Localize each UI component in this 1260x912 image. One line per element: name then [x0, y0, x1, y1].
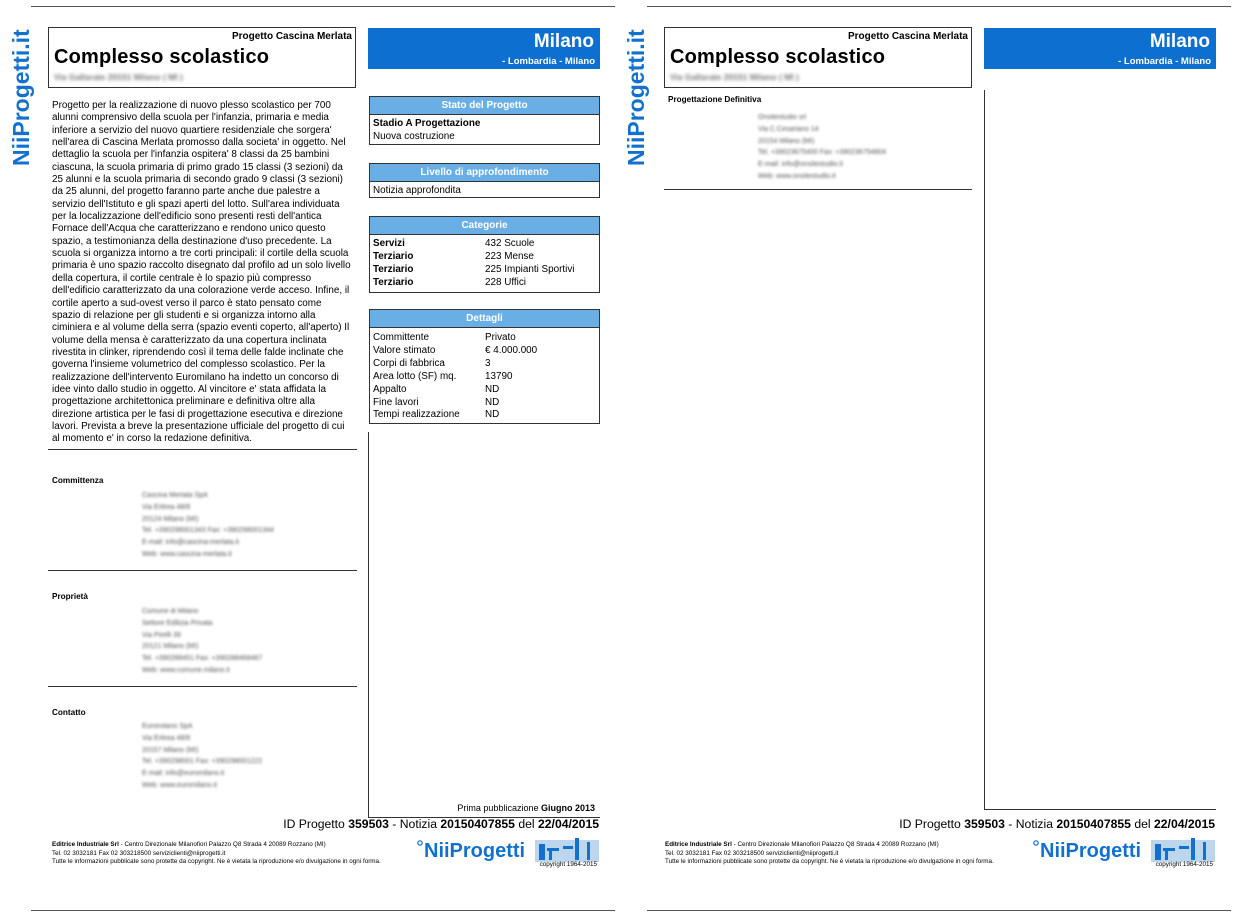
detail-value: Privato: [485, 332, 516, 343]
project-name: Progetto Cascina Merlata: [847, 31, 968, 42]
section-contatto: Contatto: [52, 708, 86, 717]
footer-logo: [417, 836, 599, 862]
id-line: [283, 817, 599, 831]
detail-row: [373, 397, 596, 410]
footer-company: Editrice Industriale Srl: [52, 841, 119, 848]
notizia-id: 20150407855: [1056, 817, 1131, 831]
detail-row: [373, 409, 596, 422]
project-name: Progetto Cascina Merlata: [231, 31, 352, 42]
id-prefix: ID Progetto: [283, 817, 345, 831]
city-box: [984, 28, 1216, 69]
contact-line: Via C.Cesariano 14: [758, 125, 819, 133]
side-logo-text: NiiProgetti.it: [623, 29, 649, 166]
footer-notice: Tutte le informazioni pubblicate sono protette da copyright. Ne è vietata la riproduzione e/o divulgazione in ogni forma.: [52, 858, 381, 866]
bottom-rule: [31, 910, 615, 911]
column-bottom-border: [984, 809, 1216, 810]
notizia-date: 22/04/2015: [538, 817, 599, 831]
detail-key: Appalto: [373, 383, 407, 395]
footer-notice: Tutte le informazioni pubblicate sono protette da copyright. Ne è vietata la riproduzione e/o divulgazione in ogni forma.: [665, 858, 994, 866]
address: Via Gallarate 20151 Milano ( MI ): [670, 72, 799, 82]
livello-panel: [369, 163, 600, 198]
divider: [664, 189, 972, 190]
contact-line: Web: www.onsitestudio.it: [758, 172, 836, 180]
detail-value: € 4.000.000: [485, 344, 538, 356]
contact-line: Comune di Milano: [142, 608, 199, 615]
category-row: [373, 238, 596, 251]
top-rule: [647, 6, 1231, 7]
del-label: del: [518, 817, 535, 831]
detail-row: [373, 345, 596, 358]
detail-row: [373, 332, 596, 345]
contact-line: Web: www.euromilano.it: [142, 781, 217, 789]
region: - Lombardia - Milano: [502, 56, 595, 67]
page-2: [623, 0, 1260, 912]
detail-value: 3: [485, 357, 491, 369]
footer-logo: [1033, 836, 1215, 862]
detail-key: Valore stimato: [373, 344, 436, 356]
region: - Lombardia - Milano: [1118, 56, 1211, 67]
section-progettazione: Progettazione Definitiva: [668, 95, 762, 104]
category-value: 228 Uffici: [485, 276, 526, 288]
detail-key: Fine lavori: [373, 396, 419, 408]
contact-line: 20157 Milano (MI): [142, 746, 199, 754]
detail-value: ND: [485, 383, 500, 395]
contact-line: E-mail: info@cascina-merlata.it: [142, 539, 239, 547]
detail-row: [373, 358, 596, 371]
first-publication: [457, 803, 595, 813]
category-row: [373, 251, 596, 264]
contact-line: Tel. +390298001 Fax: +390298001222: [142, 758, 263, 766]
contact-line: Web: www.comune.milano.it: [142, 666, 230, 674]
contact-line: E-mail: info@onsitestudio.it: [758, 161, 843, 169]
contatto-details: [142, 721, 262, 792]
detail-key: Tempi realizzazione: [373, 409, 460, 421]
footer-logo-text: NiiProgetti: [1040, 840, 1142, 862]
footer: [665, 841, 994, 867]
footer-logo-text: NiiProgetti: [424, 840, 526, 862]
category-sector: Terziario: [373, 250, 414, 262]
contact-line: E-mail: info@euromilano.it: [142, 770, 225, 778]
contact-line: Onsitestudio srl: [758, 114, 807, 121]
id-line: [899, 817, 1215, 831]
contact-line: Via Eritrea 48/8: [142, 734, 191, 742]
column-border: [984, 90, 985, 810]
notizia-label: - Notizia: [1008, 817, 1053, 831]
category-value: 223 Mense: [485, 250, 534, 262]
categorie-panel: [369, 216, 600, 293]
category-sector: Terziario: [373, 276, 414, 288]
contact-line: Euromilano SpA: [142, 723, 193, 730]
side-logo-text: NiiProgetti.it: [8, 29, 34, 166]
livello-value: Notizia approfondita: [373, 185, 461, 196]
section-committenza: Committenza: [52, 476, 104, 485]
proprieta-details: [142, 606, 262, 677]
category-sector: Terziario: [373, 263, 414, 275]
side-logo: [617, 26, 655, 166]
del-label: del: [1134, 817, 1151, 831]
detail-value: ND: [485, 409, 500, 421]
copyright: copyright 1964-2015: [539, 861, 597, 868]
footer-contacts: Tel. 02 3032181 Fax 02 303218500 serviziclienti@niiprogetti.it: [665, 849, 839, 857]
id-prefix: ID Progetto: [899, 817, 961, 831]
footer-address: - Centro Direzionale Milanofiori Palazzo Q8 Strada 4 20089 Rozzano (MI): [118, 841, 326, 848]
first-pub-value: Giugno 2013: [540, 803, 595, 813]
detail-key: Committente: [373, 332, 429, 343]
categorie-header: Categorie: [370, 217, 599, 235]
footer-contacts: Tel. 02 3032181 Fax 02 303218500 serviziclienti@niiprogetti.it: [52, 849, 226, 857]
contact-line: 20121 Milano (MI): [142, 643, 199, 651]
page-title: Complesso scolastico: [670, 46, 886, 68]
contact-line: Tel. +390298001343 Fax: +390298001344: [142, 527, 274, 535]
city: Milano: [533, 31, 594, 52]
notizia-label: - Notizia: [392, 817, 437, 831]
livello-header: Livello di approfondimento: [370, 164, 599, 182]
contact-line: Via Eritrea 48/8: [142, 503, 191, 511]
column-border: [368, 432, 369, 818]
page-title: Complesso scolastico: [54, 46, 270, 68]
contact-line: 20124 Milano (MI): [142, 515, 199, 523]
city-box: [368, 28, 600, 69]
notizia-id: 20150407855: [440, 817, 515, 831]
detail-value: ND: [485, 396, 500, 408]
first-pub-label: Prima pubblicazione: [457, 803, 539, 813]
title-box: [664, 27, 972, 88]
project-id: 359503: [964, 817, 1005, 831]
contact-line: Settore Edilizia Privata: [142, 619, 213, 627]
top-rule: [31, 6, 615, 7]
stato-panel: [369, 96, 600, 145]
category-sector: Servizi: [373, 238, 405, 249]
category-row: [373, 264, 596, 277]
footer-company: Editrice Industriale Srl: [665, 841, 732, 848]
stato-stage: Stadio A Progettazione: [373, 118, 481, 129]
detail-key: Corpi di fabbrica: [373, 357, 445, 369]
city: Milano: [1149, 31, 1210, 52]
dettagli-header: Dettagli: [370, 310, 599, 328]
divider: [48, 686, 357, 687]
category-value: 225 Impianti Sportivi: [485, 263, 575, 275]
copyright: copyright 1964-2015: [1155, 861, 1213, 868]
detail-row: [373, 371, 596, 384]
footer: [52, 841, 381, 867]
stato-type: Nuova costruzione: [373, 130, 455, 142]
notizia-date: 22/04/2015: [1154, 817, 1215, 831]
category-row: [373, 277, 596, 290]
progettazione-details: [758, 112, 886, 183]
stato-header: Stato del Progetto: [370, 97, 599, 115]
project-id: 359503: [348, 817, 389, 831]
contact-line: 20154 Milano (MI): [758, 137, 815, 145]
detail-value: 13790: [485, 370, 513, 382]
contact-line: Tel. +39023675400 Fax: +390236754804: [758, 149, 887, 157]
contact-line: Cascina Merlata SpA: [142, 492, 208, 499]
detail-row: [373, 384, 596, 397]
contact-line: Web: www.cascina-merlata.it: [142, 550, 232, 558]
category-value: 432 Scuole: [485, 238, 535, 249]
project-description: Progetto per la realizzazione di nuovo plesso scolastico per 700 alunni comprensivo della scuola per l'infanzia, primaria e media inferiore a servizio del nuovo quartiere residenziale che sorgera' nell'area di Cascina Merlata promosso dalla societa' in oggetto. Nel dettaglio la scuola per l'infanzia ospitera' 8 classi da 25 bambini ciascuna, la scuola primaria di primo grado 15 classi (3 sezioni) da 25 alunni e la scuola primaria di secondo grado 9 classi (3 sezioni) da 25 alunni, del progetto faranno parte anche due palestre a servizio dell'Istituto e gli spazi aperti del lotto. Sull'area individuata per la localizzazione dell'edificio sono presenti resti dell'antica Fornace dell'Acqua che caratterizzano e rendono unico questo spazio, a testimonianza della destinazione d'uso precedente. La scuola si organizza intorno a tre corti principali: il cortile della scuola primaria è uno spazio raccolto disegnato dal profilo ad un solo livello della copertura, il cortile centrale è lo spazio più compresso dell'edificio caratterizzato da una colorazione verde acceso. Infine, il cortile aperto a sud-ovest verso il parco è stato pensato come spazio di relazione per gli studenti e si organizza intorno alla ciminiera e al volume della serra (spazio eventi coperto, all'aperto) Il volume della mensa è caratterizzato da una copertura inclinata rivestita in clinker, riprendendo così il tema delle falde inclinate che governa l'insieme volumetrico del complesso scolastico. Per la realizzazione dell'intervento Euromilano ha indetto un concorso di idee vinto dallo studio in oggetto. Al vincitore e' stata affidata la progettazione architettonica preliminare e definitiva oltre alla direzione artistica per le fasi di progettazione esecutiva e direzione lavori. Prevista a breve la presentazione ufficiale del progetto di cui al momento e' in corso la redazione definitiva.: [52, 100, 351, 445]
detail-key: Area lotto (SF) mq.: [373, 370, 457, 382]
address: Via Gallarate 20151 Milano ( MI ): [54, 72, 183, 82]
side-logo: [2, 26, 40, 166]
bottom-rule: [647, 910, 1231, 911]
divider: [48, 570, 357, 571]
divider: [48, 449, 357, 450]
footer-address: - Centro Direzionale Milanofiori Palazzo Q8 Strada 4 20089 Rozzano (MI): [731, 841, 939, 848]
contact-line: Via Pirelli 39: [142, 631, 181, 639]
dettagli-panel: [369, 309, 600, 424]
section-proprieta: Proprietà: [52, 592, 88, 601]
committenza-details: [142, 490, 274, 561]
title-box: [48, 27, 356, 88]
contact-line: Tel. +390288451 Fax: +390288468467: [142, 655, 263, 663]
